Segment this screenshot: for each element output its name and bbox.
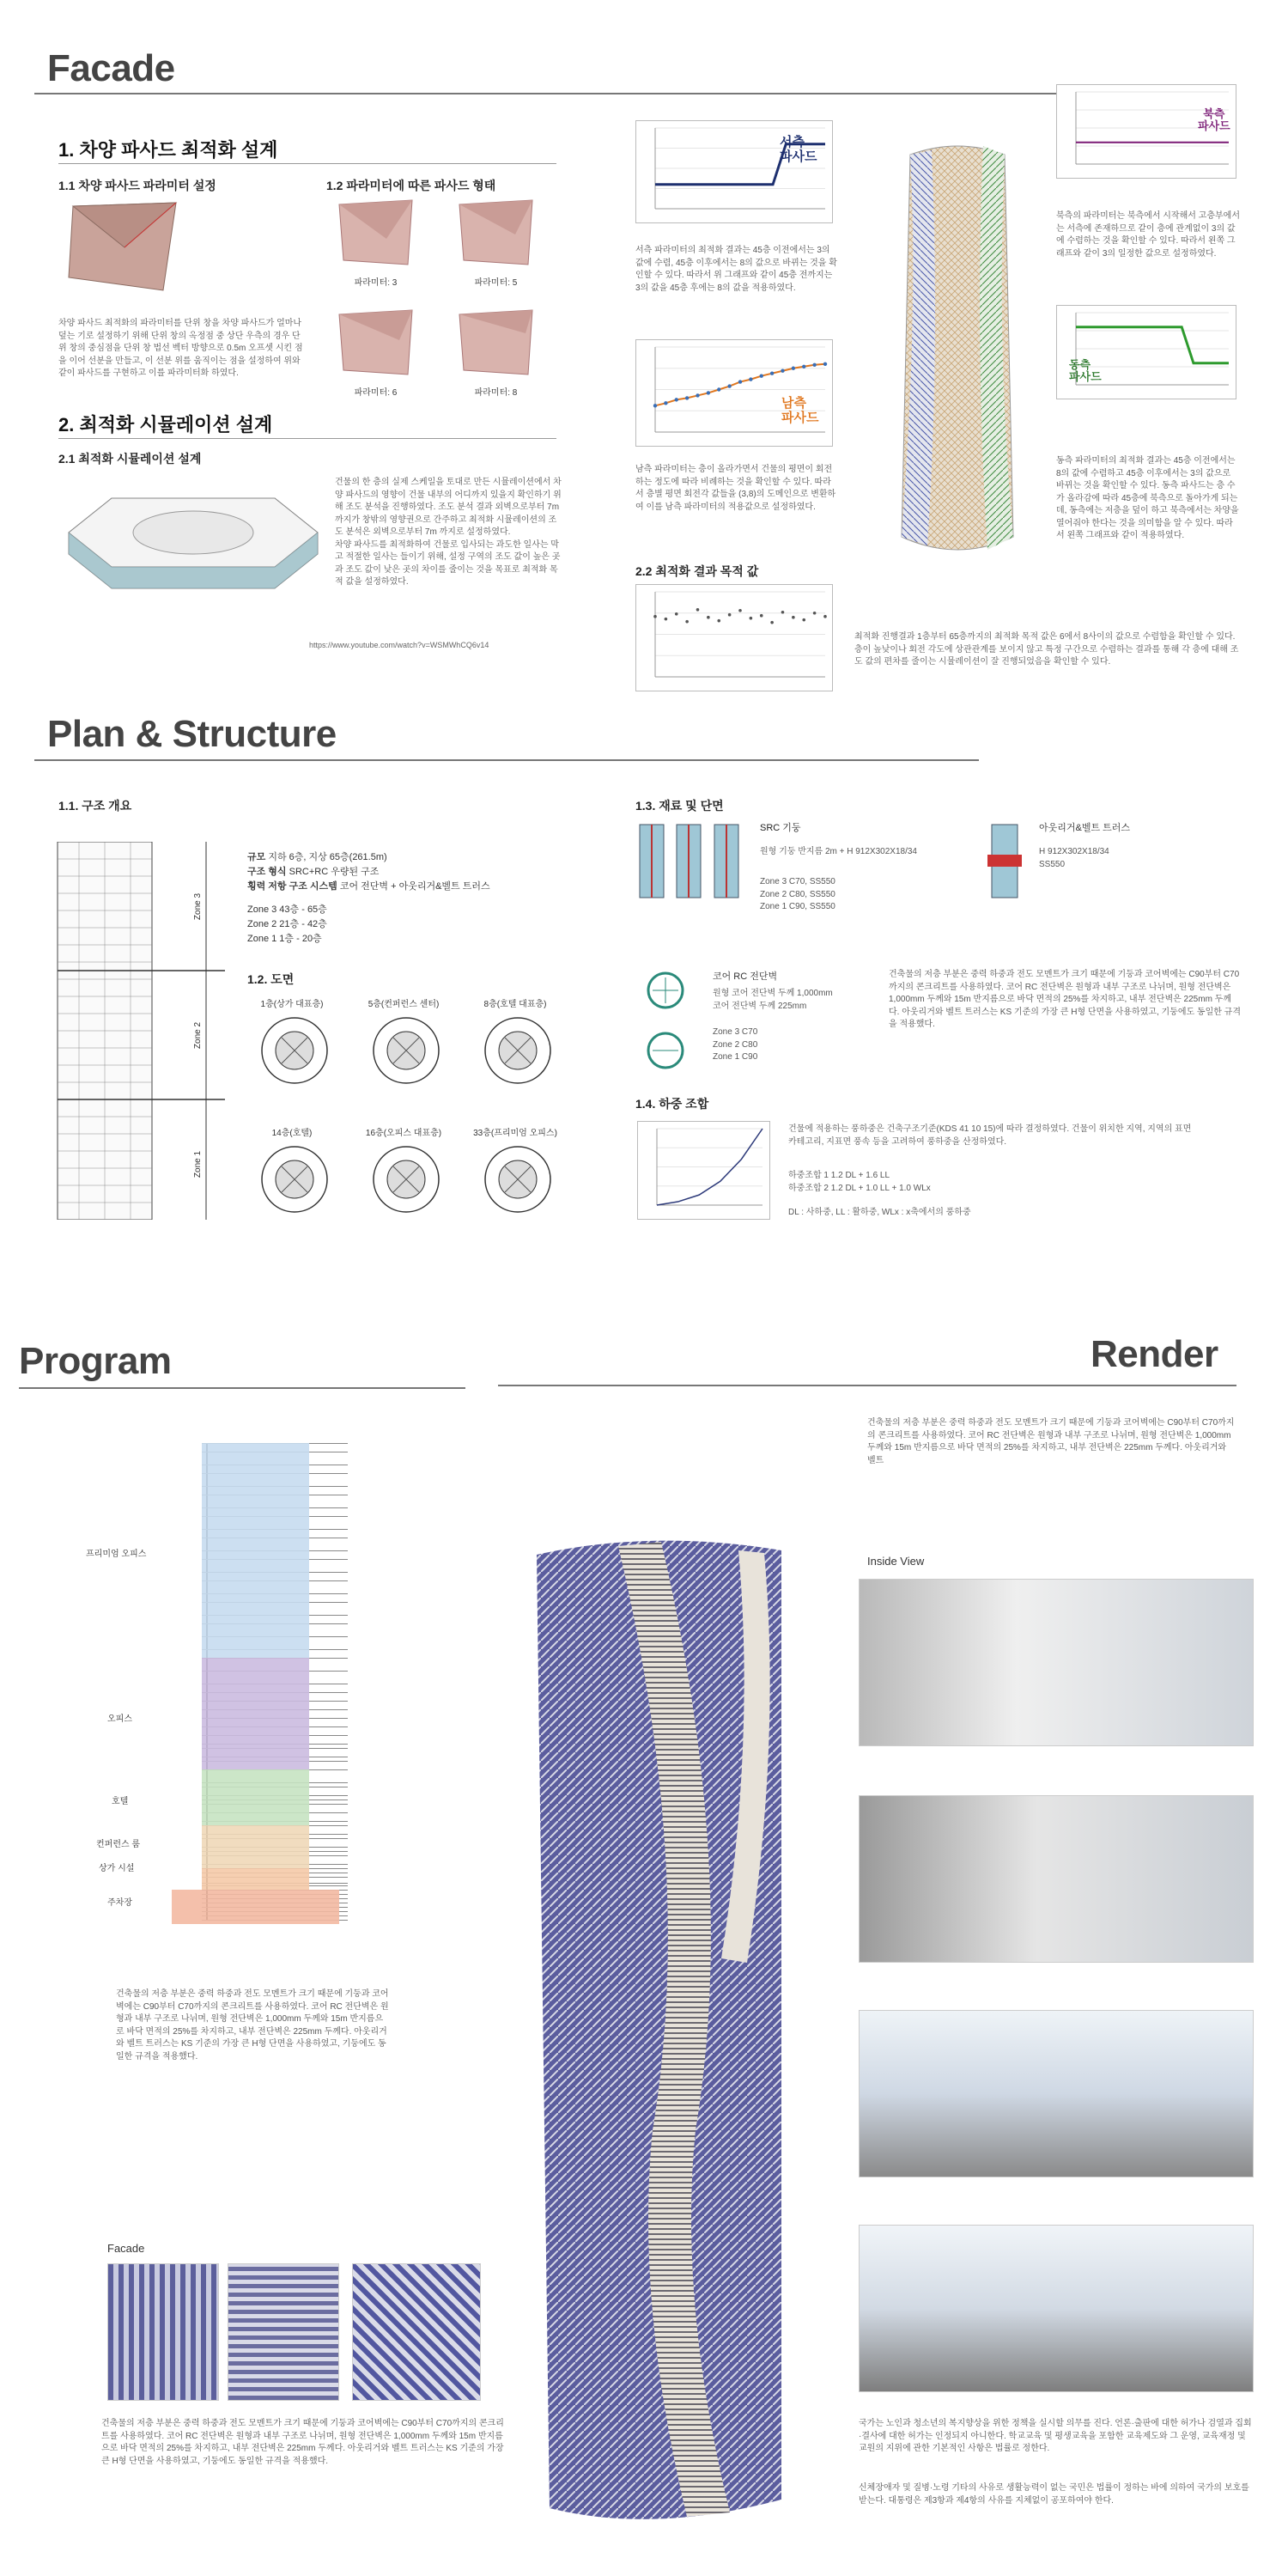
zone1-tag: Zone 1	[193, 1150, 204, 1178]
data-point	[707, 391, 710, 394]
west-label-1: 서측	[780, 135, 805, 149]
src-spec: 원형 기둥 반지름 2m + H 912X302X18/34	[760, 847, 917, 856]
src-zones	[760, 876, 835, 914]
west-label	[780, 136, 817, 164]
zone3-tag: Zone 3	[193, 892, 204, 921]
east-label-2: 파사드	[1069, 370, 1102, 384]
load-chart-svg	[638, 1122, 769, 1219]
facade-s21-title: 2.1 최적화 시뮬레이션 설계	[58, 452, 202, 466]
prog-label-parking: 주차장	[107, 1898, 132, 1908]
material-text: 건축물의 저층 부분은 중력 하중과 전도 모멘트가 크기 때문에 기둥과 코어벽에는 C90부터 C70까지의 콘크리트를 사용하였다. 코어 RC 전단벽은 원형과 내부 구조로 나뉘며, 원형 전단벽은 1,000mm 두께와 15m 반지름으로 바닥 면적의 25%를 차지하고, 내부 전단벽은 225mm 두께다. 아웃리거와 벨트 트러스는 KS 기준의 가장 큰 H형 단면을 사용하였고, 기둥에도 동일한 규격을 적용했다.	[889, 970, 1241, 1029]
param-cap-3: 파라미터: 3	[354, 278, 398, 288]
render-tower	[524, 1529, 799, 2543]
facade-title: Facade	[47, 47, 175, 89]
data-point	[685, 620, 689, 624]
zone-row: Zone 1 1층 - 20층	[247, 934, 322, 945]
south-chart-svg	[636, 340, 832, 446]
param-shape-5	[455, 196, 537, 269]
data-point	[760, 374, 763, 377]
south-label-1: 남측	[781, 396, 806, 411]
core-title: 코어 RC 전단벽	[713, 971, 778, 982]
objective-chart-svg	[636, 585, 832, 691]
program-title: Program	[19, 1340, 172, 1382]
plan-1f	[256, 1012, 333, 1089]
param-cap-8: 파라미터: 8	[474, 388, 518, 398]
west-text: 서측 파라미터의 최적화 결과는 45층 이전에서는 3의 값에 수렴, 45층 이후에서는 8의 값으로 바뀌는 것을 확인할 수 있다. 따라서 위 그래프와 같이 45층 전까지는 3의 값을 45층 후에는 8의 값을 적용하였다.	[635, 246, 837, 293]
s22-title: 2.2 최적화 결과 목적 값	[635, 564, 759, 578]
zone-row: Zone 2 21층 - 42층	[247, 919, 327, 930]
inside-view-title: Inside View	[867, 1555, 925, 1568]
data-point	[812, 363, 816, 367]
core-zone: Zone 3 C70	[713, 1027, 758, 1037]
zone-premium-office	[202, 1443, 309, 1658]
plan-16f	[368, 1141, 445, 1218]
plan-s14-title: 1.4. 하중 조합	[635, 1097, 709, 1111]
facade-s12-title: 1.2 파라미터에 따른 파사드 형태	[326, 179, 496, 192]
prog-label-conference: 컨퍼런스 룸	[96, 1840, 141, 1849]
facade-s2-title: 2. 최적화 시뮬레이션 설계	[58, 414, 273, 435]
zone-office	[202, 1658, 309, 1769]
facade-thumb-3	[352, 2263, 481, 2401]
core-zones	[713, 1026, 757, 1064]
facade-s1-title: 1. 차양 파사드 최적화 설계	[58, 139, 278, 161]
zone-parking	[172, 1890, 339, 1924]
load-text: 건물에 적용하는 풍하중은 건축구조기준(KDS 41 10 15)에 따라 결정하였다. 건물이 위치한 지역, 지역의 표면 카테고리, 지표면 풍속 등을 고려하여 풍하중을 산정하였다.	[788, 1124, 1192, 1147]
data-point	[770, 621, 774, 624]
src-zone: Zone 2 C80, SS550	[760, 889, 835, 899]
src-column-diagram	[635, 820, 747, 902]
plan-cap-14f: 14층(호텔)	[271, 1129, 313, 1138]
plan-8f	[479, 1012, 556, 1089]
data-point	[696, 393, 699, 397]
param-shape-3	[335, 196, 416, 269]
spec-list	[247, 850, 490, 947]
data-point	[781, 369, 784, 373]
south-chart	[635, 339, 833, 447]
data-point	[738, 380, 742, 383]
data-point	[717, 387, 720, 391]
data-point	[728, 613, 732, 617]
data-point	[781, 611, 785, 614]
south-label	[781, 397, 818, 425]
program-facade-text: 건축물의 저층 부분은 중력 하중과 전도 모멘트가 크기 때문에 기둥과 코어벽에는 C90부터 C70까지의 콘크리트를 사용하였다. 코어 RC 전단벽은 원형과 내부 구조로 나뉘며, 원형 전단벽은 1,000mm 두께와 15m 반지름으로 바닥 면적의 25%를 차지하고, 내부 전단벽은 225mm 두께다. 아웃리거와 벨트 트러스는 KS 기준의 가장 큰 H형 단면을 사용하였고, 기둥에도 동일한 규격을 적용했다.	[101, 2419, 504, 2466]
north-label	[1198, 108, 1230, 133]
param-cap-5: 파라미터: 5	[474, 278, 518, 288]
series-line	[1076, 327, 1229, 363]
load-combos	[788, 1170, 931, 1195]
east-text: 동측 파라미터의 최적화 결과는 45층 이전에서는 8의 값에 수렴하고 45층 이후에서는 3의 값으로 바뀌는 것을 확인할 수 있다. 동측 파사드는 층 수가 올라감에 따라 45층에 북측으로 돌아가게 되는데, 동측에는 저층을 덮이 하고 북측에서는 차양을 열어줘야 한다는 것을 의미함을 알 수 있다. 따라서 왼쪽 그래프와 같이 적용하였다.	[1056, 456, 1239, 540]
plan-cap-33f: 33층(프리미엄 오피스)	[473, 1129, 557, 1138]
facade-s11-text: 차양 파사드 최적화의 파라미터를 단위 창을 차양 파사드가 얼마나 덮는 기로 설정하기 위해 단위 창의 옥정점 중 상단 우측의 경우 단위 창의 중심점을 단위 창 법선 벡터 방향으로 0.5m 오프셋 시킨 점을 이어 선분을 만들고, 이 선분 위를 움직이는 점을 설정하여 위와 같이 파사드를 구현하고 이를 파라미터화 하였다.	[58, 319, 303, 378]
s2-rule	[58, 438, 556, 439]
src-zone: Zone 1 C90, SS550	[760, 902, 835, 911]
data-point	[717, 619, 720, 623]
render-bottom-text2: 신체장애자 및 질병·노령 기타의 사유로 생활능력이 없는 국민은 법률이 정하는 바에 의하여 국가의 보호를 받는다. 대통령은 제3항과 제4항의 사유를 지체없이 공포하여야 한다.	[859, 2483, 1249, 2506]
plan-s12-title: 1.2. 도면	[247, 972, 295, 986]
render-title: Render	[1091, 1333, 1218, 1375]
out-spec: H 912X302X18/34	[1039, 847, 1109, 856]
data-point	[749, 377, 752, 381]
plan-title: Plan & Structure	[47, 713, 337, 755]
data-point	[675, 398, 678, 401]
spec-val: SRC+RC 우량된 구조	[286, 867, 380, 878]
core-spec-row: 원형 코어 전단벽 두께 1,000mm	[713, 989, 833, 998]
s21-text-b: 차양 파사드를 최적화하여 건물로 입사되는 과도한 일사는 막고 적절한 일사는 들이기 위해, 설정 구역의 조도 값이 높은 곳과 조도 값이 낮은 곳의 차이를 줄이는 것을 목표로 최적화 목적 값을 설정하였다.	[335, 539, 561, 587]
facade-thumb-1	[107, 2263, 219, 2401]
render-rule	[498, 1385, 1236, 1386]
east-label	[1069, 359, 1102, 384]
spec-val: 지하 6층, 지상 65층(261.5m)	[265, 852, 387, 862]
plan-s13-title: 1.3. 재료 및 단면	[635, 799, 724, 813]
core-zone: Zone 1 C90	[713, 1052, 758, 1062]
result-text: 최적화 진행결과 1층부터 65층까지의 최적화 목적 값은 6에서 8사이의 값으로 수렴함을 확인할 수 있다. 층이 높낮이나 회전 각도에 상관관계를 보이지 않고 특정 구간으로 수렴하는 결과를 통해 각 층에 대해 조도 값의 편차를 줄이는 시뮬레이션이 잘 진행되었음을 확인할 수 있다.	[854, 632, 1239, 667]
simulation-model	[60, 481, 326, 601]
zone-hotel	[202, 1769, 309, 1825]
program-text: 건축물의 저층 부분은 중력 하중과 전도 모멘트가 크기 때문에 기둥과 코어벽에는 C90부터 C70까지의 콘크리트를 사용하였다. 코어 RC 전단벽은 원형과 내부 구조로 나뉘며, 원형 전단벽은 1,000mm 두께와 15m 반지름으로 바닥 면적의 25%를 차지하고, 내부 전단벽은 225mm 두께다. 아웃리거와 벨트 트러스는 KS 기준의 가장 큰 H형 단면을 사용하였고, 기둥에도 동일한 규격을 적용했다.	[116, 1989, 389, 2061]
south-text: 남측 파라미터는 층이 올라가면서 건물의 평면이 회전하는 정도에 따라 비례하는 것을 확인할 수 있다. 따라서 층별 평면 회전각 값들을 (3,8)의 도메인으로 변환하여 이를 남측 파라미터의 적용값으로 설정하였다.	[635, 465, 836, 512]
spec-key: 횡력 저항 구조 시스템	[247, 881, 337, 892]
spec-key: 구조 형식	[247, 867, 287, 878]
data-point	[653, 615, 657, 618]
spec-row	[247, 880, 490, 894]
objective-chart	[635, 584, 833, 691]
data-point	[792, 616, 795, 619]
data-point	[665, 618, 668, 621]
outrigger-title: 아웃리거&벨트 트러스	[1039, 823, 1131, 833]
facade-tower-model	[893, 133, 1022, 580]
facade-thumb-2	[228, 2263, 339, 2401]
src-zone: Zone 3 C70, SS550	[760, 877, 835, 886]
data-point	[727, 384, 731, 387]
east-chart-svg	[1057, 306, 1236, 399]
src-title: SRC 기둥	[760, 823, 801, 833]
s1-rule	[58, 163, 556, 164]
plan-33f	[479, 1141, 556, 1218]
combo: 하중조합 2 1.2 DL + 1.0 LL + 1.0 WLx	[788, 1183, 931, 1193]
facade-s21-text	[335, 477, 562, 589]
data-point	[664, 401, 667, 405]
out-spec: SS550	[1039, 859, 1066, 869]
program-rule	[19, 1387, 465, 1389]
param-cap-6: 파라미터: 6	[354, 388, 398, 398]
render-interior-4	[859, 2225, 1254, 2392]
youtube-link[interactable]: https://www.youtube.com/watch?v=WSMWhCQ6v14	[309, 641, 489, 649]
north-label-2: 파사드	[1198, 119, 1230, 133]
plan-5f	[368, 1012, 445, 1089]
param-shape-6	[335, 306, 416, 379]
data-point	[802, 618, 805, 622]
program-facade-title: Facade	[107, 2242, 145, 2255]
load-legend: DL : 사하중, LL : 활하중, WLx : x축에서의 풍하중	[788, 1208, 971, 1217]
data-point	[750, 617, 753, 620]
data-point	[770, 371, 774, 375]
prog-label-office: 오피스	[107, 1714, 132, 1724]
plan-rule	[34, 759, 979, 761]
program-tower	[163, 1443, 361, 1933]
spec-row	[247, 850, 490, 865]
prog-label-retail: 상가 시설	[99, 1864, 135, 1873]
core-spec-row: 코어 전단벽 두께 225mm	[713, 1001, 807, 1011]
east-label-1: 동측	[1069, 358, 1091, 371]
facade-rule	[34, 93, 1073, 94]
prog-label-premium: 프리미엄 오피스	[86, 1550, 147, 1559]
plan-cap-8f: 8층(호텔 대표층)	[483, 1000, 547, 1009]
north-label-1: 북측	[1203, 107, 1225, 120]
plan-cap-16f: 16층(오피스 대표층)	[365, 1129, 442, 1138]
render-interior-3	[859, 2010, 1254, 2177]
data-point	[696, 608, 700, 612]
core-zone: Zone 2 C80	[713, 1039, 758, 1050]
zone-conference	[202, 1825, 309, 1868]
render-interior-1	[859, 1579, 1254, 1746]
facade-s11-title: 1.1 차양 파사드 파라미터 설정	[58, 179, 216, 192]
data-point	[792, 367, 795, 370]
render-interior-2	[859, 1795, 1254, 1963]
spec-row	[247, 865, 490, 880]
data-point	[802, 365, 805, 368]
outrigger-spec	[1039, 846, 1109, 871]
zone2-tag: Zone 2	[193, 1021, 204, 1050]
data-point	[675, 612, 678, 616]
data-point	[738, 609, 742, 612]
outrigger-diagram	[979, 820, 1030, 902]
data-point	[823, 362, 827, 366]
plan-s11-title: 1.1. 구조 개요	[58, 799, 132, 813]
core-spec	[713, 988, 833, 1013]
data-point	[760, 614, 763, 618]
east-chart	[1056, 305, 1236, 399]
data-point	[823, 615, 827, 618]
data-point	[813, 612, 817, 615]
s21-text-a: 건물의 한 층의 실제 스케일을 토대로 만든 시뮬레이션에서 차양 파사드의 영향이 건물 내부의 어디까지 있을지 확인하기 위해 조도 분석을 진행하였다. 조도 분석 결과 외벽으로부터 7m까지가 창밖의 영향권으로 간주하고 최적화 시뮬레이션의 조도 분석은 외벽으로부터 7m 까지로 설정하였다.	[335, 478, 562, 537]
west-label-2: 파사드	[780, 149, 817, 164]
spec-val: 코어 전단벽 + 아웃리거&벨트 트러스	[337, 881, 490, 892]
prog-label-hotel: 호텔	[112, 1797, 129, 1806]
plan-14f	[256, 1141, 333, 1218]
facade-param-diagram	[64, 196, 185, 299]
data-point	[653, 404, 657, 407]
render-text: 건축물의 저층 부분은 중력 하중과 전도 모멘트가 크기 때문에 기둥과 코어벽에는 C90부터 C70까지의 콘크리트를 사용하였다. 코어 RC 전단벽은 원형과 내부 구조로 나뉘며, 원형 전단벽은 1,000mm 두께와 15m 반지름으로 바닥 면적의 25%를 차지하고, 내부 전단벽은 225mm 두께다. 아웃리거와 벨트	[867, 1418, 1235, 1465]
load-chart	[637, 1121, 770, 1220]
core-diagram	[644, 969, 687, 1081]
render-bottom-text: 국가는 노인과 청소년의 복지향상을 위한 정책을 실시할 의무를 진다. 언론·출판에 대한 허가나 검열과 집회·결사에 대한 허가는 인정되지 아니한다. 학교교육 및 평생교육을 포함한 교육제도와 그 운영, 교육재정 및 교원의 지위에 관한 기본적인 사항은 법률로 정한다.	[859, 2419, 1252, 2453]
data-point	[685, 396, 689, 399]
floor-plans	[240, 996, 584, 1245]
spec-key: 규모	[247, 852, 266, 862]
zone-row: Zone 3 43층 - 65층	[247, 904, 327, 916]
plan-cap-1f: 1층(상가 대표층)	[260, 1000, 324, 1009]
data-point	[707, 616, 710, 619]
param-shape-8	[455, 306, 537, 379]
north-text: 북측의 파라미터는 북측에서 시작해서 고층부에서는 서측에 존재하므로 같이 층에 관계없이 3의 값에 수렴하는 것을 확인할 수 있다. 따라서 왼쪽 그래프와 같이 3의 일정한 값으로 설정하였다.	[1056, 211, 1240, 259]
combo: 하중조합 1 1.2 DL + 1.6 LL	[788, 1171, 890, 1180]
south-label-2: 파사드	[781, 410, 819, 425]
zone-retail	[202, 1868, 309, 1890]
plan-cap-5f: 5층(컨퍼런스 센터)	[368, 1000, 440, 1009]
